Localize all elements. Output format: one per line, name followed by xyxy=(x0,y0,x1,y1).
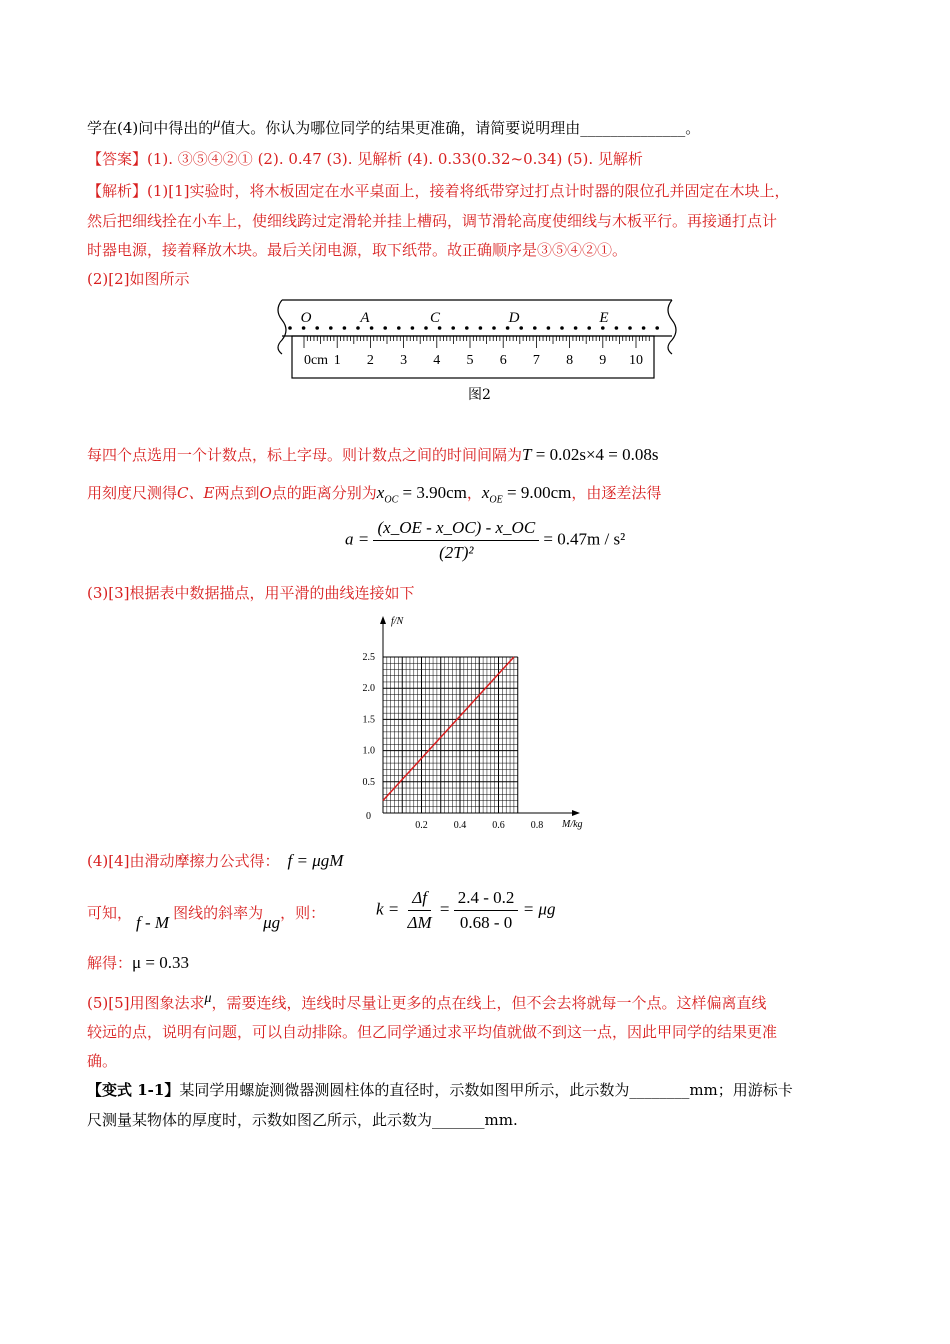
ruler-label: 8 xyxy=(566,353,574,368)
ruler-label: 7 xyxy=(532,353,540,368)
text: (1)[1]实验时，将木板固定在水平桌面上，接着将纸带穿过打点计时器的限位孔并固定在木块上， xyxy=(147,182,790,200)
ruler-label: 10 xyxy=(629,353,643,368)
tape-letter: E xyxy=(599,310,609,326)
text: 可知， xyxy=(87,904,133,922)
part2-heading: (2)[2]如图所示 xyxy=(87,270,190,288)
analysis-line-2: 然后把细线拴在小车上，使细线跨过定滑轮并挂上槽码，调节滑轮高度使细线与木板平行。再接通打点计 xyxy=(87,212,778,230)
x-tick-label: 0.6 xyxy=(492,820,505,831)
analysis-tag: 【解析】 xyxy=(87,182,148,200)
x-axis-label: M/kg xyxy=(562,819,583,830)
tape-dot xyxy=(411,326,415,330)
tape-dot xyxy=(547,326,551,330)
tape-dot xyxy=(574,326,578,330)
answer-line xyxy=(87,149,643,169)
tape-dot xyxy=(533,326,537,330)
answer-blank: ______________ xyxy=(580,119,686,137)
answer-tag: 【答案】 xyxy=(87,150,148,168)
tape-letter: O xyxy=(300,310,312,326)
tape-dot xyxy=(343,326,347,330)
denominator: (2T)² xyxy=(439,543,474,562)
tape-dot xyxy=(356,326,360,330)
formula-fraction xyxy=(373,518,539,563)
tape-dot xyxy=(587,326,591,330)
text: 图线的斜率为 xyxy=(173,904,264,922)
tape-dot xyxy=(628,326,632,330)
tape-dot xyxy=(519,326,523,330)
slope-rhs: = μg xyxy=(522,899,556,919)
text: ，则： xyxy=(280,904,326,922)
tape-dot xyxy=(302,326,306,330)
chart-grid xyxy=(383,657,518,813)
tape-dot xyxy=(383,326,387,330)
x-tick-label: 0.4 xyxy=(453,820,467,831)
tape-dot xyxy=(492,326,496,330)
text: 学在(4)问中得出的 xyxy=(87,119,214,137)
x-oc: $x_{OC} = 3.90cm$ xyxy=(376,483,467,506)
tape-dot xyxy=(424,326,428,330)
tape-dot xyxy=(560,326,564,330)
numerator: (x_OE - x_OC) - x_OC xyxy=(373,518,539,541)
variant-line-1 xyxy=(87,1080,793,1100)
x-tick-label: 0.8 xyxy=(530,820,544,831)
interval-line xyxy=(87,445,658,465)
solve-line xyxy=(87,953,189,973)
tape-dots xyxy=(288,326,659,330)
f-m-label: f - M xyxy=(136,913,170,932)
y-tick-label: 2.0 xyxy=(362,683,375,695)
slope-fraction-2: $\frac{2.4 - 0.2}{0.68 - 0}$ xyxy=(454,888,519,933)
part3-heading: (3)[3]根据表中数据描点，用平滑的曲线连接如下 xyxy=(87,584,415,602)
text: 解得： xyxy=(87,954,133,972)
y-tick-label: 1.5 xyxy=(362,714,375,726)
tape-letter: A xyxy=(360,310,370,326)
answer-body: (1). ③⑤④②① (2). 0.47 (3). 见解析 (4). 0.33(0.32~0.34) (5). 见解析 xyxy=(147,150,643,168)
analysis-line-3: 时器电源，接着释放木块。最后关闭电源，取下纸带。故正确顺序是③⑤④②①。 xyxy=(87,241,628,259)
text: ， xyxy=(466,484,482,502)
ruler-label: 6 xyxy=(499,353,507,368)
y-tick-label: 0.5 xyxy=(362,776,375,788)
slope-lhs: k = xyxy=(376,899,400,919)
mu-g: μg xyxy=(263,913,281,932)
text: (5)[5]用图象法求 xyxy=(87,994,205,1012)
ruler-label: 3 xyxy=(400,353,408,368)
acceleration-formula xyxy=(345,518,625,563)
tape-dot xyxy=(465,326,469,330)
text: 点的距离分别为 xyxy=(271,484,377,502)
point-o: O xyxy=(259,484,272,502)
mu-symbol: μ xyxy=(213,116,221,131)
ruler-label: 0cm xyxy=(303,353,329,368)
slope-line xyxy=(87,903,326,932)
formula-rhs: = 0.47m / s² xyxy=(543,529,626,549)
tape-dot xyxy=(315,326,319,330)
variant-tag: 【变式 1-1】 xyxy=(87,1081,180,1099)
interval-formula: T = 0.02s×4 = 0.08s xyxy=(522,445,659,464)
part5-line-1 xyxy=(87,993,767,1015)
x-oe: $x_{OE} = 9.00cm$ xyxy=(481,483,572,506)
text: 两点到 xyxy=(214,484,260,502)
ruler-label: 1 xyxy=(333,353,341,368)
tape-dot xyxy=(479,326,483,330)
text: 某同学用螺旋测微器测圆柱体的直径时，示数如图甲所示，此示数为________mm；用游标卡 xyxy=(179,1081,793,1099)
text: ，需要连线，连线时尽量让更多的点在线上，但不会去将就每一个点。这样偏离直线 xyxy=(211,994,767,1012)
tape-ruler-figure xyxy=(268,298,688,383)
ruler-labels xyxy=(304,353,643,368)
tape-dot xyxy=(506,326,510,330)
tape-dot xyxy=(615,326,619,330)
part5-line-2: 较远的点，说明有问题，可以自动排除。但乙同学通过求平均值就做不到这一点，因此甲同学的结果更准 xyxy=(87,1023,778,1041)
friction-formula: f = μgM xyxy=(287,851,344,870)
text: 。 xyxy=(685,119,701,137)
tape-letter: D xyxy=(508,310,520,326)
eq: = xyxy=(439,899,450,919)
text: 用刻度尺测得 xyxy=(87,484,178,502)
part5-line-3: 确。 xyxy=(87,1052,118,1070)
ruler-ticks xyxy=(304,336,649,348)
x-axis-arrow xyxy=(572,810,580,816)
tape-dot xyxy=(451,326,455,330)
y-tick-label: 2.5 xyxy=(362,652,375,663)
slope-fraction-1: $\frac{\Delta f}{\Delta M}$ xyxy=(407,888,432,932)
x-tick-label: 0.2 xyxy=(415,820,428,831)
analysis-line-1 xyxy=(87,181,790,201)
tape-letters xyxy=(301,310,609,326)
mu-result: μ = 0.33 xyxy=(132,953,189,972)
y-tick-label: 1.0 xyxy=(362,745,375,757)
tape-dot xyxy=(642,326,646,330)
y-axis-label: f/N xyxy=(391,616,404,627)
tape-dot xyxy=(329,326,333,330)
f-m-chart xyxy=(340,610,610,835)
ruler-label: 4 xyxy=(433,353,441,368)
tape-dot xyxy=(397,326,401,330)
variant-line-2: 尺测量某物体的厚度时，示数如图乙所示，此示数为_______mm. xyxy=(87,1111,518,1129)
point-names: C、E xyxy=(177,484,215,502)
question-tail-line xyxy=(87,118,700,140)
y-axis-arrow xyxy=(380,616,386,624)
distance-line xyxy=(87,483,661,510)
tape-dot xyxy=(288,326,292,330)
mu-symbol: μ xyxy=(204,991,212,1006)
figure-caption: 图2 xyxy=(468,387,491,403)
tape-dot xyxy=(655,326,659,330)
ruler-label: 9 xyxy=(599,353,607,368)
tape-dot xyxy=(370,326,374,330)
text: (4)[4]由滑动摩擦力公式得： xyxy=(87,852,280,870)
ruler-label: 5 xyxy=(466,353,474,368)
tape-dot xyxy=(438,326,442,330)
text: 每四个点选用一个计数点，标上字母。则计数点之间的时间间隔为 xyxy=(87,446,523,464)
slope-formula xyxy=(376,888,555,933)
ruler-label: 2 xyxy=(366,353,374,368)
part4-line xyxy=(87,851,343,871)
tape-dot xyxy=(601,326,605,330)
origin-label: 0 xyxy=(366,811,371,822)
formula-lhs: a = xyxy=(345,529,370,549)
tape-letter: C xyxy=(429,310,441,326)
text: 值大。你认为哪位同学的结果更准确，请简要说明理由 xyxy=(220,119,581,137)
text: ，由逐差法得 xyxy=(571,484,662,502)
